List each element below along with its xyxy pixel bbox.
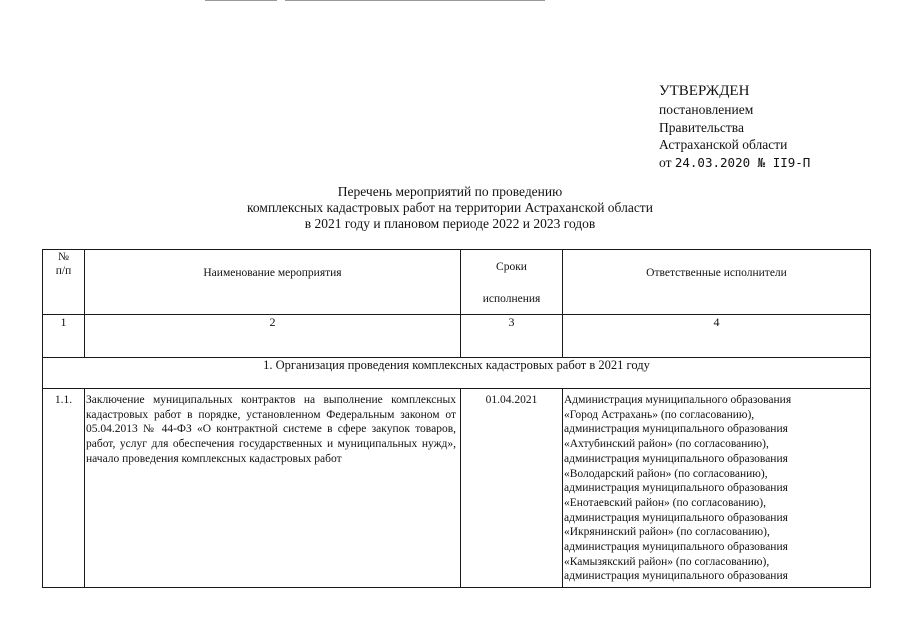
table-header-row xyxy=(43,250,871,315)
executor-line: «Енотаевский район» (по согласованию), xyxy=(564,496,766,509)
header-terms xyxy=(461,250,563,315)
row-measure-name: Заключение муниципальных контрактов на выполнение комплексных кадастровых работ в порядке, установленном Федеральным законом от 05.04.2013 № 44-ФЗ «О контрактной системе в сфере закупок товаров, работ, услуг для обеспечения государственных и муниципальных нужд», начало проведения комплексных кадастровых работ xyxy=(85,389,461,588)
header-name xyxy=(85,250,461,315)
executor-line: администрация муниципального образования xyxy=(564,482,788,495)
approval-date-line xyxy=(659,154,810,172)
executor-line: администрация муниципального образования xyxy=(564,423,788,436)
header-executors-text: Ответственные исполнители xyxy=(646,267,787,279)
row-number: 1.1. xyxy=(43,389,85,588)
header-num-line2: п/п xyxy=(55,265,72,277)
column-number: 3 xyxy=(461,315,563,358)
executor-line: «Володарский район» (по согласованию), xyxy=(564,467,768,480)
executor-line: «Камызякский район» (по согласованию), xyxy=(564,555,770,568)
header-terms-line1: Сроки xyxy=(496,261,527,273)
header-terms-line2: исполнения xyxy=(482,293,541,305)
column-number-row xyxy=(43,315,871,358)
scan-artifact-line xyxy=(205,0,277,1)
section-row xyxy=(43,358,871,389)
executor-line: администрация муниципального образования xyxy=(564,570,788,583)
title-line: комплексных кадастровых работ на территории Астраханской области xyxy=(247,200,653,215)
row-executors xyxy=(563,389,871,588)
column-number: 1 xyxy=(43,315,85,358)
header-name-text: Наименование мероприятия xyxy=(203,267,342,279)
header-num xyxy=(43,250,85,315)
approval-line: постановлением xyxy=(659,102,754,117)
column-number: 4 xyxy=(563,315,871,358)
approval-stamp xyxy=(659,82,810,171)
scan-artifact-line xyxy=(285,0,545,1)
executor-line: «Икрянинский район» (по согласованию), xyxy=(564,526,770,539)
approval-line: Астраханской области xyxy=(659,137,788,152)
title-line: Перечень мероприятий по проведению xyxy=(337,184,563,199)
executor-line: «Город Астрахань» (по согласованию), xyxy=(564,408,755,421)
table-row xyxy=(43,389,871,588)
executor-line: Администрация муниципального образования xyxy=(564,394,792,406)
approval-line: Правительства xyxy=(659,119,744,135)
column-number: 2 xyxy=(85,315,461,358)
executor-line: «Ахтубинский район» (по согласованию), xyxy=(564,438,769,451)
approval-date-prefix: от xyxy=(659,154,672,170)
document-title xyxy=(160,184,740,232)
section-title: 1. Организация проведения комплексных кадастровых работ в 2021 году xyxy=(43,358,871,389)
executor-line: администрация муниципального образования xyxy=(564,452,788,465)
executor-line: администрация муниципального образования xyxy=(564,511,788,524)
approval-heading: УТВЕРЖДЕН xyxy=(659,83,750,99)
row-deadline: 01.04.2021 xyxy=(461,389,563,588)
measures-table xyxy=(42,249,871,588)
header-executors xyxy=(563,250,871,315)
title-line: в 2021 году и плановом периоде 2022 и 2023 годов xyxy=(304,216,596,231)
header-num-line1: № xyxy=(58,251,69,263)
executor-line: администрация муниципального образования xyxy=(564,541,788,554)
approval-date-value: 24.03.2020 № II9-П xyxy=(674,154,811,170)
